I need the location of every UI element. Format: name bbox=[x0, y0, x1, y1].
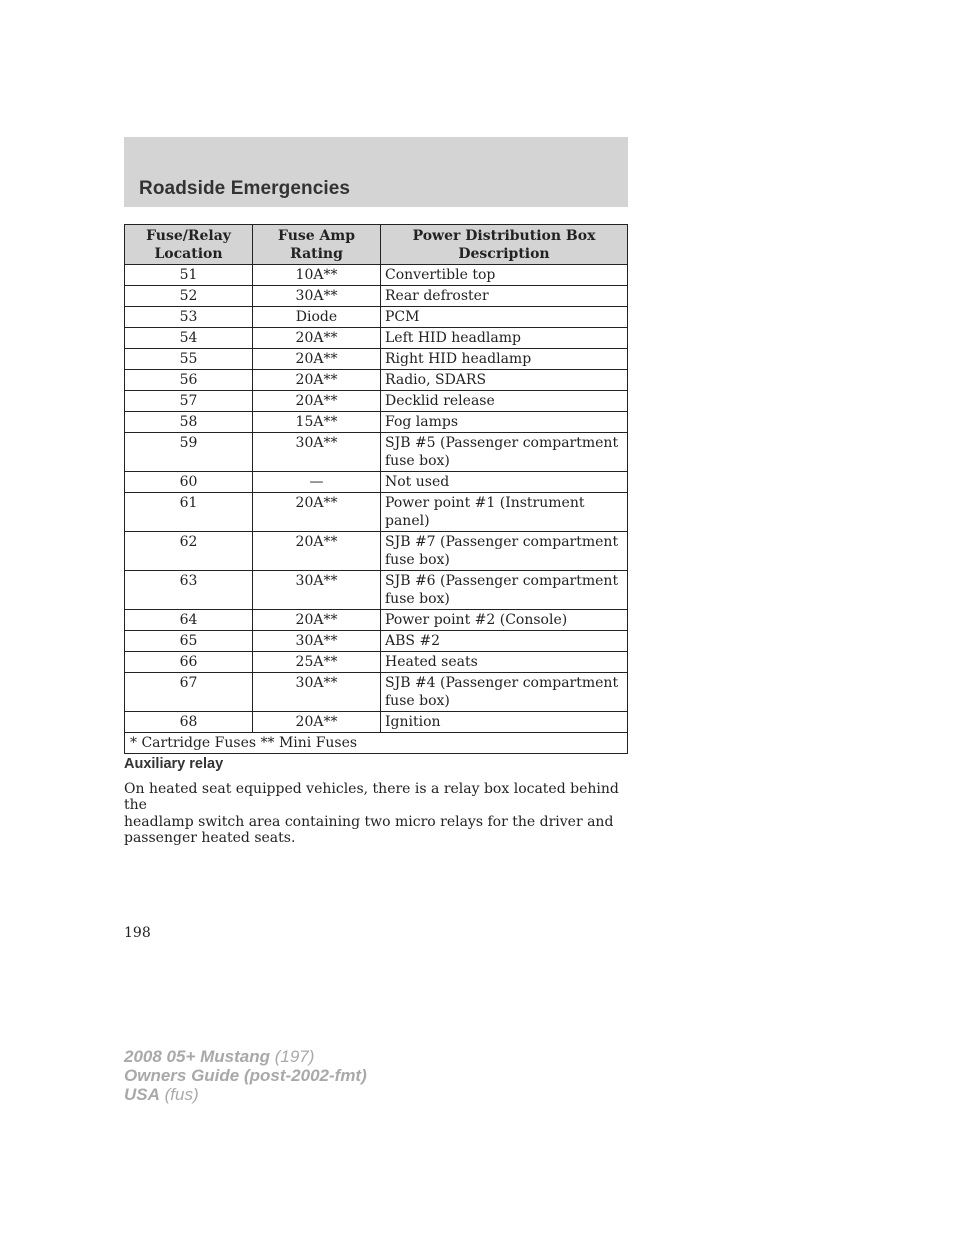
cell-location: 64 bbox=[125, 610, 253, 631]
cell-rating: 15A** bbox=[253, 412, 381, 433]
cell-rating: 30A** bbox=[253, 673, 381, 712]
cell-location: 65 bbox=[125, 631, 253, 652]
cell-location: 61 bbox=[125, 493, 253, 532]
cell-rating: 20A** bbox=[253, 493, 381, 532]
section-header-band bbox=[124, 137, 628, 207]
cell-location: 67 bbox=[125, 673, 253, 712]
cell-description: Fog lamps bbox=[381, 412, 628, 433]
table-row bbox=[125, 472, 628, 493]
table-row bbox=[125, 532, 628, 571]
document-footer bbox=[124, 1047, 367, 1104]
table-row bbox=[125, 631, 628, 652]
cell-rating: — bbox=[253, 472, 381, 493]
cell-location: 57 bbox=[125, 391, 253, 412]
cell-rating: 20A** bbox=[253, 610, 381, 631]
cell-location: 52 bbox=[125, 286, 253, 307]
cell-description: Rear defroster bbox=[381, 286, 628, 307]
cell-location: 55 bbox=[125, 349, 253, 370]
cell-rating: 30A** bbox=[253, 286, 381, 307]
cell-location: 51 bbox=[125, 265, 253, 286]
cell-description: Right HID headlamp bbox=[381, 349, 628, 370]
table-row bbox=[125, 328, 628, 349]
cell-rating: 20A** bbox=[253, 532, 381, 571]
cell-description: Not used bbox=[381, 472, 628, 493]
page-number: 198 bbox=[124, 925, 151, 941]
cell-rating: 20A** bbox=[253, 712, 381, 733]
cell-rating: Diode bbox=[253, 307, 381, 328]
header-location: Fuse/Relay Location bbox=[125, 225, 253, 265]
cell-description: Power point #1 (Instrument panel) bbox=[381, 493, 628, 532]
table-row bbox=[125, 652, 628, 673]
body-paragraph: On heated seat equipped vehicles, there is a relay box located behind the headlamp switch area containing two micro relays for the driver and passenger heated seats. bbox=[124, 781, 619, 846]
table-row bbox=[125, 493, 628, 532]
cell-location: 54 bbox=[125, 328, 253, 349]
cell-description: Convertible top bbox=[381, 265, 628, 286]
cell-description: Radio, SDARS bbox=[381, 370, 628, 391]
cell-description: Decklid release bbox=[381, 391, 628, 412]
table-row bbox=[125, 265, 628, 286]
fuse-table bbox=[124, 224, 628, 754]
cell-location: 62 bbox=[125, 532, 253, 571]
cell-location: 60 bbox=[125, 472, 253, 493]
cell-description: ABS #2 bbox=[381, 631, 628, 652]
fuse-table-body bbox=[125, 265, 628, 733]
cell-location: 59 bbox=[125, 433, 253, 472]
cell-location: 66 bbox=[125, 652, 253, 673]
cell-rating: 20A** bbox=[253, 328, 381, 349]
table-row bbox=[125, 571, 628, 610]
cell-description: SJB #7 (Passenger compartment fuse box) bbox=[381, 532, 628, 571]
table-row bbox=[125, 391, 628, 412]
cell-rating: 30A** bbox=[253, 571, 381, 610]
table-header-row bbox=[125, 225, 628, 265]
cell-description: SJB #6 (Passenger compartment fuse box) bbox=[381, 571, 628, 610]
cell-location: 68 bbox=[125, 712, 253, 733]
cell-rating: 20A** bbox=[253, 391, 381, 412]
section-title: Roadside Emergencies bbox=[139, 178, 351, 199]
cell-rating: 20A** bbox=[253, 349, 381, 370]
table-row bbox=[125, 610, 628, 631]
cell-rating: 25A** bbox=[253, 652, 381, 673]
cell-description: Power point #2 (Console) bbox=[381, 610, 628, 631]
cell-location: 53 bbox=[125, 307, 253, 328]
table-footnote: * Cartridge Fuses ** Mini Fuses bbox=[125, 733, 628, 754]
cell-location: 58 bbox=[125, 412, 253, 433]
cell-description: SJB #4 (Passenger compartment fuse box) bbox=[381, 673, 628, 712]
cell-description: Left HID headlamp bbox=[381, 328, 628, 349]
subheading-auxiliary-relay: Auxiliary relay bbox=[124, 756, 224, 772]
cell-description: Ignition bbox=[381, 712, 628, 733]
table-row bbox=[125, 370, 628, 391]
cell-rating: 10A** bbox=[253, 265, 381, 286]
cell-rating: 30A** bbox=[253, 631, 381, 652]
header-rating: Fuse Amp Rating bbox=[253, 225, 381, 265]
footer-line-2: Owners Guide (post-2002-fmt) bbox=[124, 1066, 367, 1085]
table-row bbox=[125, 412, 628, 433]
cell-location: 63 bbox=[125, 571, 253, 610]
table-row bbox=[125, 433, 628, 472]
cell-rating: 30A** bbox=[253, 433, 381, 472]
header-description: Power Distribution Box Description bbox=[381, 225, 628, 265]
table-row bbox=[125, 673, 628, 712]
cell-description: SJB #5 (Passenger compartment fuse box) bbox=[381, 433, 628, 472]
cell-description: PCM bbox=[381, 307, 628, 328]
footer-line-3: USA (fus) bbox=[124, 1085, 199, 1104]
table-footnote-row bbox=[125, 733, 628, 754]
cell-location: 56 bbox=[125, 370, 253, 391]
cell-rating: 20A** bbox=[253, 370, 381, 391]
footer-line-1: 2008 05+ Mustang (197) bbox=[124, 1047, 315, 1066]
table-row bbox=[125, 712, 628, 733]
table-row bbox=[125, 286, 628, 307]
cell-description: Heated seats bbox=[381, 652, 628, 673]
table-row bbox=[125, 349, 628, 370]
table-row bbox=[125, 307, 628, 328]
